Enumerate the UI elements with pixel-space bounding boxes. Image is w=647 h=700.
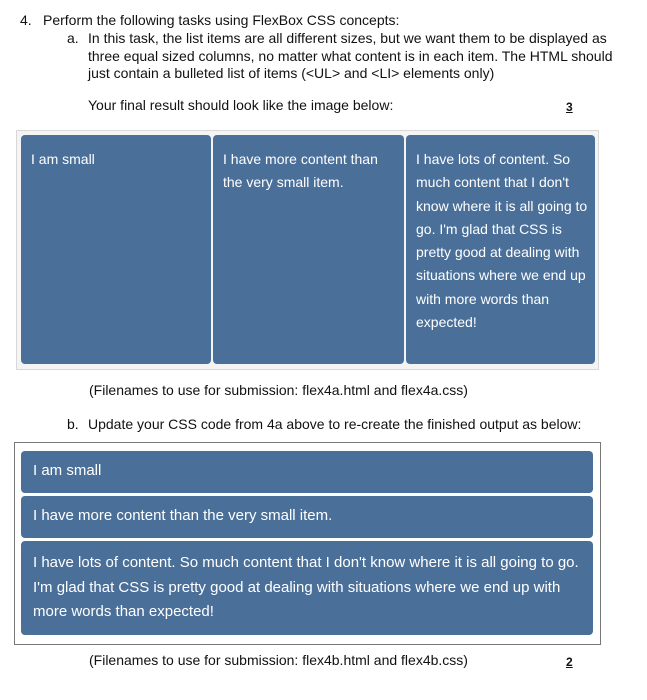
part-a-letter: a. [67,30,79,46]
column-item-medium: I have more content than the very small item. [213,135,404,364]
question-text: Perform the following tasks using FlexBox CSS concepts: [43,12,400,28]
part-b-instructions: Update your CSS code from 4a above to re-create the finished output as below: [88,416,582,432]
row-item-small: I am small [21,451,593,493]
row-item-medium: I have more content than the very small item. [21,496,593,538]
figure-three-columns [16,130,599,370]
part-b-marks: 2 [566,655,573,669]
part-b-letter: b. [67,416,79,432]
part-a-marks: 3 [566,100,573,114]
question-number: 4. [20,12,32,28]
part-a-filenames: (Filenames to use for submission: flex4a.html and flex4a.css) [89,382,468,398]
part-b-filenames: (Filenames to use for submission: flex4b.html and flex4b.css) [89,652,468,668]
row-item-large: I have lots of content. So much content that I don't know where it is all going to go. I'm glad that CSS is pretty good at dealing with situations where we end up with more words than expected! [21,541,593,635]
final-result-text: Your final result should look like the image below: [88,97,394,113]
part-a-instructions: In this task, the list items are all different sizes, but we want them to be displayed as three equal sized columns, no matter what content is in each item. The HTML should just contain a bulleted list of items (<UL> and <LI> elements only) [88,30,613,81]
column-item-small: I am small [21,135,211,364]
figure-stacked-rows [14,442,601,645]
column-item-large: I have lots of content. So much content that I don't know where it is all going to go. I'm glad that CSS is pretty good at dealing with situations where we end up with more words than expected! [406,135,595,364]
